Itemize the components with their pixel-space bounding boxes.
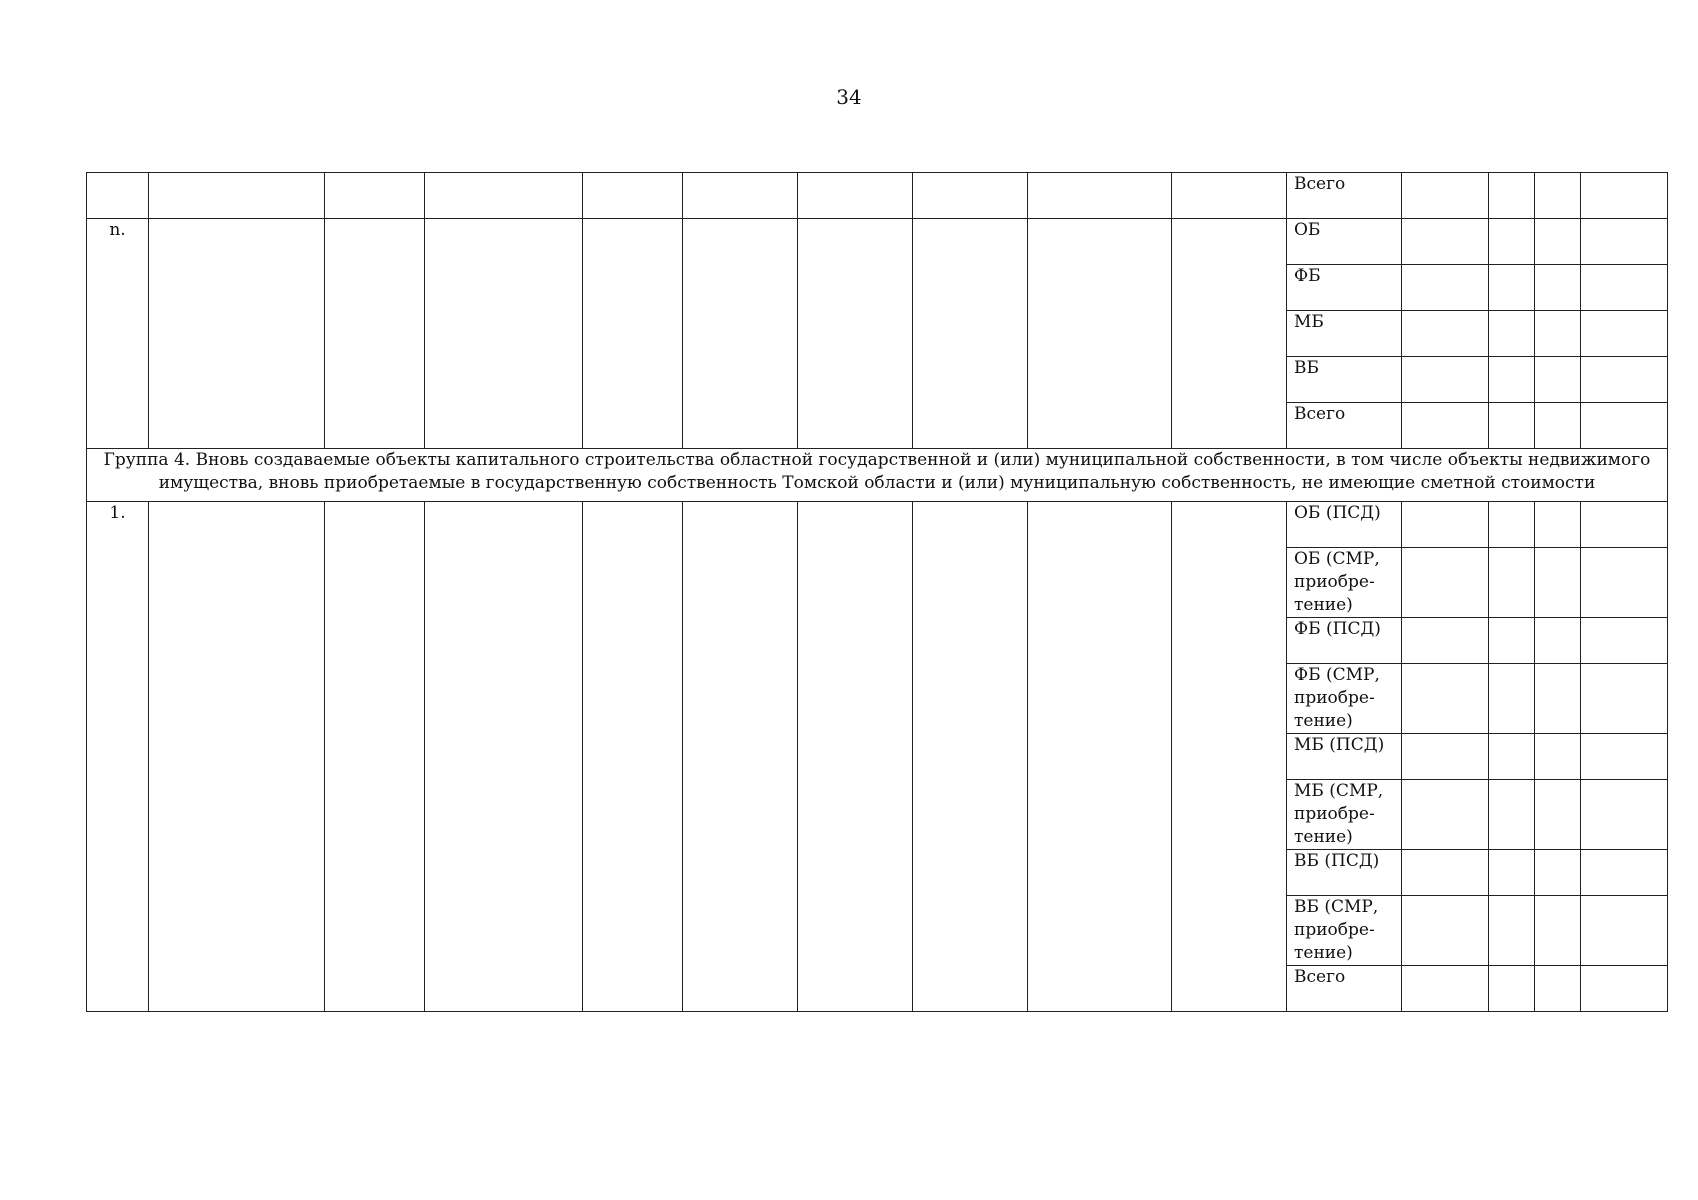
source-label: Всего [1287,403,1402,449]
table-row [87,219,1668,265]
page-number: 34 [836,85,862,109]
source-label: ФБ (СМР, приобре-тение) [1287,664,1402,734]
financing-table [86,172,1668,1012]
source-label: ВБ (ПСД) [1287,850,1402,896]
group-header-row [87,449,1668,502]
source-label: ОБ (ПСД) [1287,502,1402,548]
source-label: ОБ (СМР, приобре-тение) [1287,548,1402,618]
source-label: МБ [1287,311,1402,357]
source-label: ФБ [1287,265,1402,311]
table-row [87,502,1668,548]
source-label: МБ (ПСД) [1287,734,1402,780]
row-number: 1. [87,502,149,1012]
source-label: ВБ [1287,357,1402,403]
source-label: ОБ [1287,219,1402,265]
source-label: МБ (СМР, приобре-тение) [1287,780,1402,850]
row-number: n. [87,219,149,449]
source-label: ФБ (ПСД) [1287,618,1402,664]
source-label: ВБ (СМР, приобре-тение) [1287,896,1402,966]
table-row [87,173,1668,219]
source-label: Всего [1287,966,1402,1012]
source-label: Всего [1287,173,1402,219]
group-header: Группа 4. Вновь создаваемые объекты капитального строительства областной государственной и (или) муниципальной собственности, в том числе объекты недвижимого имущества, вновь приобретаемые в государственную собственность Томской области и (или) муниципальную собственность, не имеющие сметной стоимости [87,449,1668,502]
